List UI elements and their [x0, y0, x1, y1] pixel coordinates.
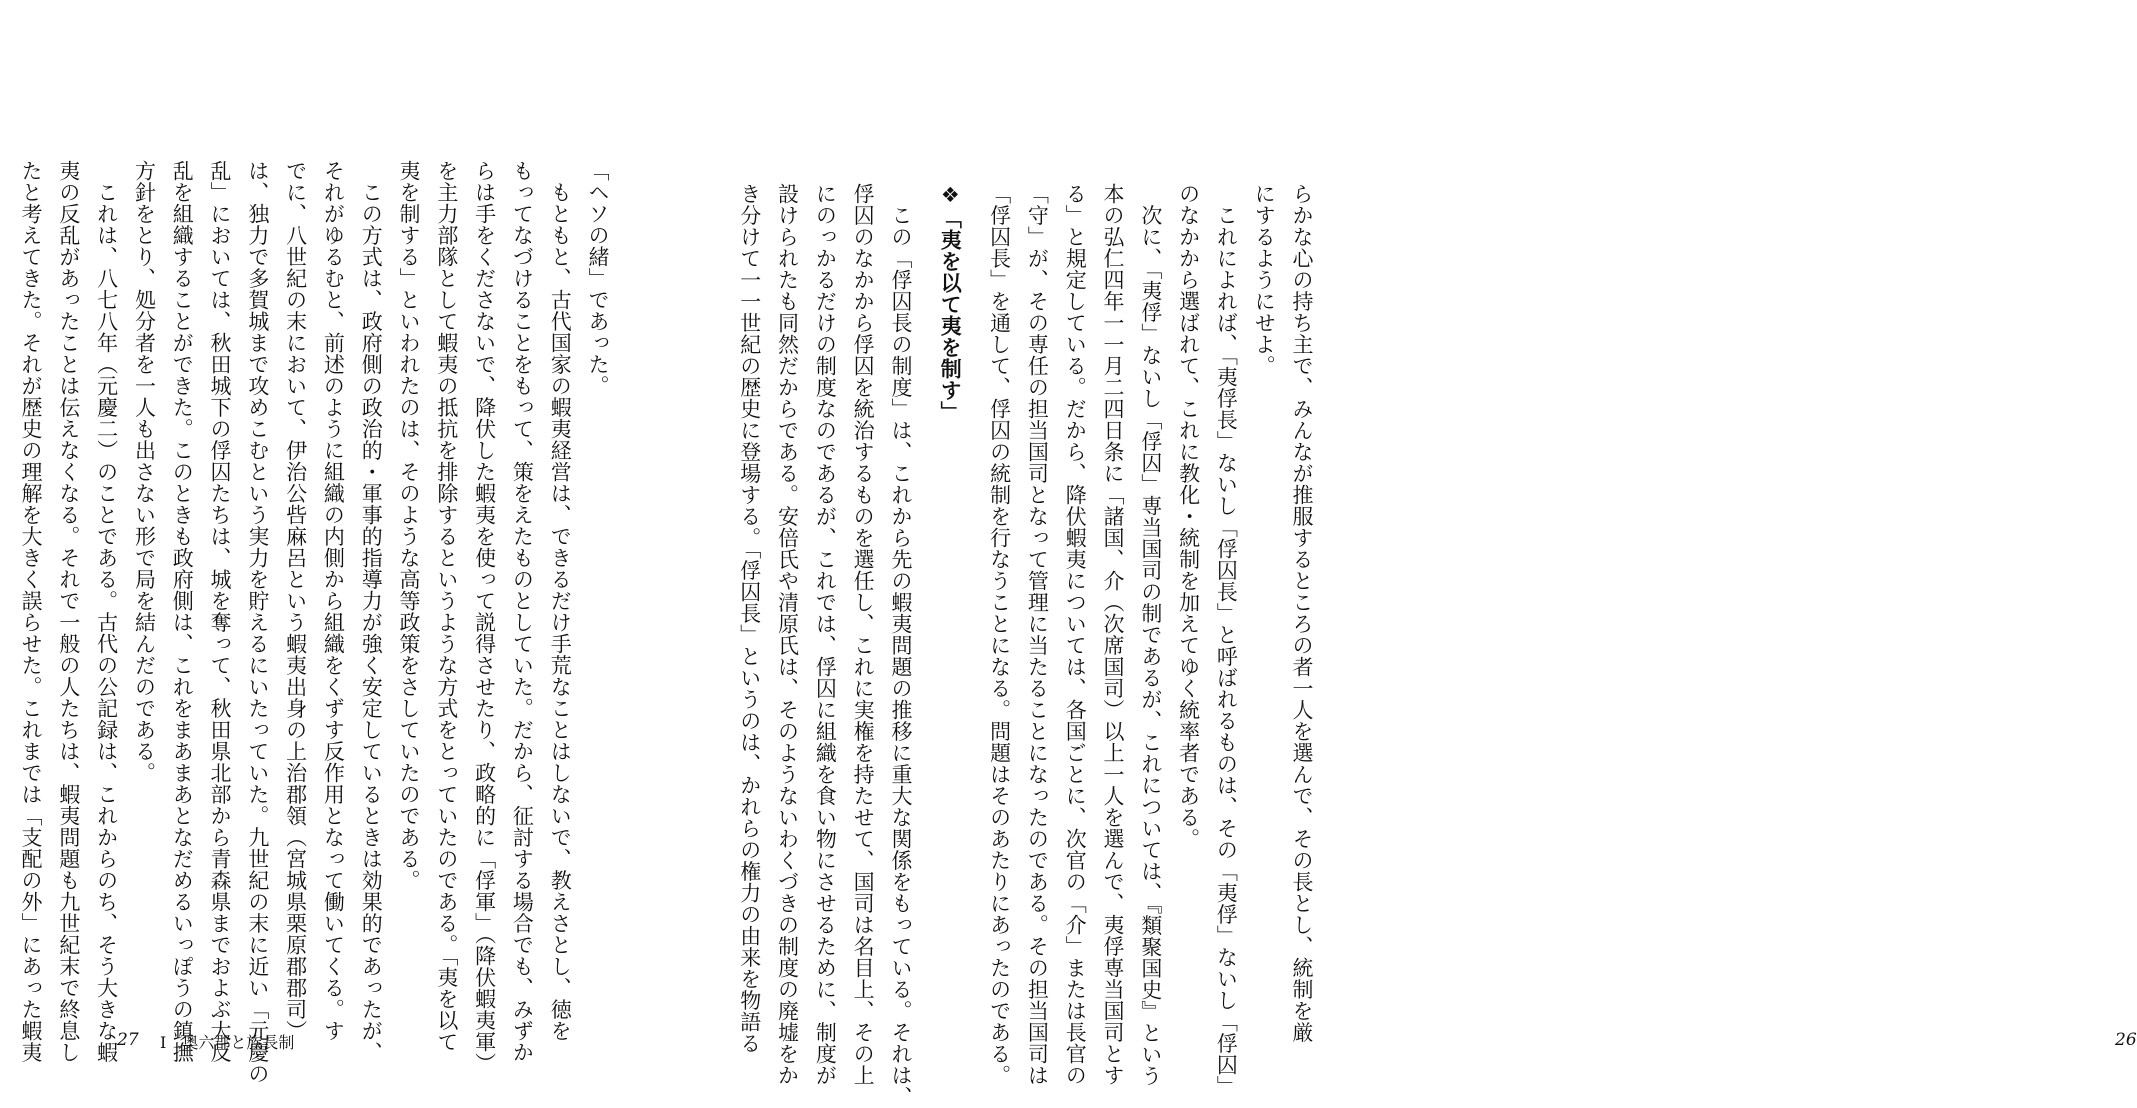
text-line: 本の弘仁四年一一月二四日条に「諸国、介（次席国司）以上一人を選んで、夷俘専当国司とす [1101, 183, 1126, 1086]
section-heading-text: 「夷を以て夷を制す」 [938, 207, 963, 423]
text-line: この方式は、政府側の政治的・軍事的指導力が強く安定しているときは効果的であったが、 [359, 160, 384, 1063]
text-line: にするようにせよ。 [1252, 183, 1277, 377]
section-heading [930, 183, 968, 1003]
text-line: 乱を組織することができた。このときも政府側は、これをまあまあとなだめるいっぽうの鎮撫 [170, 160, 195, 1063]
text-line: を主力部隊として蝦夷の抵抗を排除するというような方式をとっていたのである。「夷を以て [434, 160, 459, 1053]
text-line: 「ヘソの緒」であった。 [586, 160, 610, 397]
text-line: 「俘囚長」を通して、俘囚の統制を行なうことになる。問題はそのあたりにあったのである。 [987, 183, 1012, 1086]
text-line: 次に、「夷俘」ないし「俘囚」専当国司の制であるが、これについては、『類聚国史』という [1138, 183, 1163, 1087]
text-line: は、独力で多賀城まで攻めこむという実力を貯えるにいたっていた。九世紀の末に近い「元慶の [245, 160, 270, 1085]
right-page [737, 0, 2137, 1108]
text-line: もってなづけることをもって、策をえたものとしていた。だから、征討する場合でも、みずか [510, 160, 535, 1063]
running-head: Ⅰ 奥六郡と族長制 [160, 1033, 295, 1052]
text-line: それがゆるむと、前述のように組織の内側から組織をくずす反作用となって働いてくる。す [321, 160, 346, 1042]
text-line: 夷の反乱があったことは伝えなくなる。それで一般の人たちは、蝦夷問題も九世紀末で終息し [56, 160, 81, 1063]
page-number-right: 26 [2115, 1030, 2137, 1050]
diamond-cluster-icon: ❖ [938, 183, 963, 208]
text-line: き分けて一一世紀の歴史に登場する。「俘囚長」というのは、かれらの権力の由来を物語る [737, 183, 762, 1054]
text-line: る」と規定している。だから、降伏蝦夷については、各国ごとに、次官の「介」または長官の [1063, 183, 1088, 1086]
text-line: 設けられたも同然だからである。安倍氏や清原氏は、そのようないわくづきの制度の廃墟をか [775, 183, 800, 1086]
text-line: 方針をとり、処分者を一人も出さない形で局を結んだのである。 [132, 160, 157, 784]
text-line: らは手をくださないで、降伏した蝦夷を使って説得させたり、政略的に「俘軍」（降伏蝦夷軍） [472, 160, 497, 1074]
text-line: 夷を制する」といわれたのは、そのような高等政策をさしていたのである。 [397, 160, 422, 891]
text-line: らかな心の持ち主で、みんなが推服するところの者一人を選んで、その長とし、統制を厳 [1290, 183, 1314, 1043]
text-line: たと考えてきた。それが歴史の理解を大きく誤らせた。これまでは「支配の外」にあった蝦夷 [19, 160, 44, 1063]
page-number-left: 27 [117, 1030, 139, 1050]
text-line: これによれば、「夷俘長」ないし「俘囚長」と呼ばれるものは、その「夷俘」ないし「俘囚」 [1214, 183, 1239, 1097]
text-line: これは、八七八年（元慶二）のことである。古代の公記録は、これからのち、そう大きな蝦 [94, 160, 119, 1063]
right-page-body [730, 183, 1320, 1108]
text-line: のなかから選ばれて、これに教化・統制を加えてゆく統率者である。 [1176, 183, 1201, 850]
text-line: 乱」においては、秋田城下の俘囚たちは、城を奪って、秋田県北部から青森県までおよぶ大反 [208, 160, 233, 1063]
text-line: にのっかるだけの制度なのであるが、これでは、俘囚に組織を食い物にさせるために、制度が [813, 183, 838, 1086]
left-page [0, 0, 750, 1102]
text-line: もともと、古代国家の蝦夷経営は、できるだけ手荒なことはしないで、教えさとし、徳を [548, 160, 573, 1042]
text-line: 「守」が、その専任の担当国司となって管理に当たることになったのである。その担当国司は [1025, 183, 1050, 1086]
text-line: 俘囚のなかから俘囚を統治するものを選任し、これに実権を持たせて、国司は名目上、その上 [851, 183, 876, 1086]
text-line: この「俘囚長の制度」は、これから先の蝦夷問題の推移に重大な関係をもっている。それは、 [888, 183, 913, 1108]
text-line: でに、八世紀の末において、伊治公呰麻呂という蝦夷出身の上治郡領（宮城県栗原郡郡司） [283, 160, 308, 1042]
